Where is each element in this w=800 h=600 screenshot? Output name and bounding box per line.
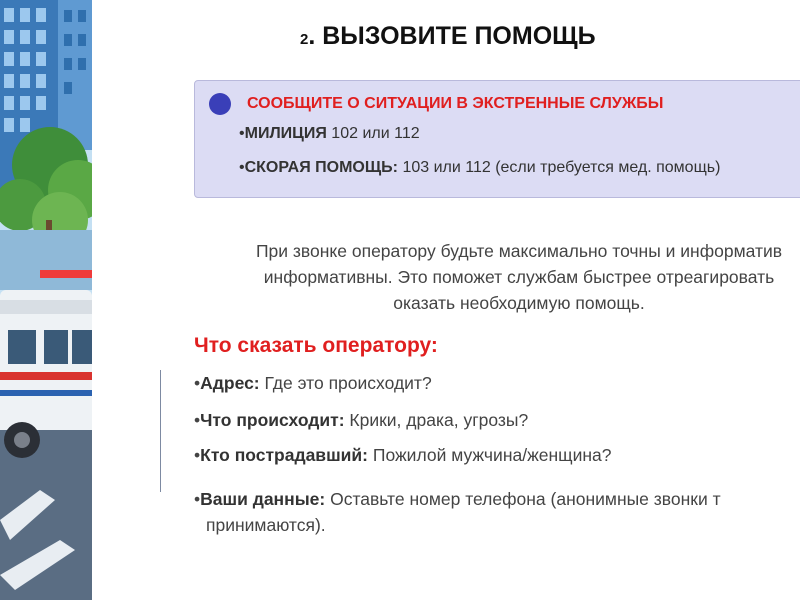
item-label: Ваши данные:	[200, 489, 326, 509]
paragraph-line: При звонке оператору будьте максимально точны и информатив	[255, 241, 783, 261]
operator-heading: Что сказать оператору:	[194, 334, 438, 357]
bullet: •	[239, 159, 245, 176]
operator-item-your-data	[194, 486, 721, 538]
item-continuation: принимаются).	[206, 515, 326, 535]
item-value: Где это происходит?	[259, 373, 432, 393]
paragraph-line: информативны. Это поможет службам быстрее отреагировать	[263, 267, 775, 287]
bullet: •	[239, 125, 245, 142]
service-number: 103 или 112 (если требуется мед. помощь)	[398, 159, 721, 176]
service-label: СКОРАЯ ПОМОЩЬ:	[244, 159, 398, 176]
service-police	[239, 125, 420, 143]
service-ambulance	[239, 159, 720, 177]
item-label: Кто пострадавший:	[200, 445, 368, 465]
service-label: МИЛИЦИЯ	[244, 125, 327, 142]
bullet: •	[194, 373, 201, 393]
emergency-services-panel	[194, 80, 800, 198]
item-value: Пожилой мужчина/женщина?	[368, 445, 612, 465]
panel-heading: СООБЩИТЕ О СИТУАЦИИ В ЭКСТРЕННЫЕ СЛУЖБЫ	[247, 95, 664, 112]
title-text: . ВЫЗОВИТЕ ПОМОЩЬ	[308, 22, 596, 50]
bullet: •	[194, 410, 201, 430]
operator-item-what	[194, 407, 528, 433]
bullet: •	[194, 489, 201, 509]
bullet: •	[194, 445, 201, 465]
divider-line	[160, 370, 161, 492]
paragraph-line: оказать необходимую помощь.	[393, 293, 645, 313]
item-value: Крики, драка, угрозы?	[344, 410, 529, 430]
item-value: Оставьте номер телефона (анонимные звонки т	[325, 489, 721, 509]
title-number: 2	[300, 31, 309, 48]
page-title	[300, 22, 700, 58]
illustration-ambulance-street	[0, 0, 92, 600]
instruction-paragraph	[194, 238, 800, 316]
operator-item-victim	[194, 442, 611, 468]
operator-item-address	[194, 370, 432, 396]
item-label: Адрес:	[200, 373, 260, 393]
item-label: Что происходит:	[200, 410, 345, 430]
bullet-dot-icon	[209, 93, 231, 115]
service-number: 102 или 112	[326, 125, 420, 142]
